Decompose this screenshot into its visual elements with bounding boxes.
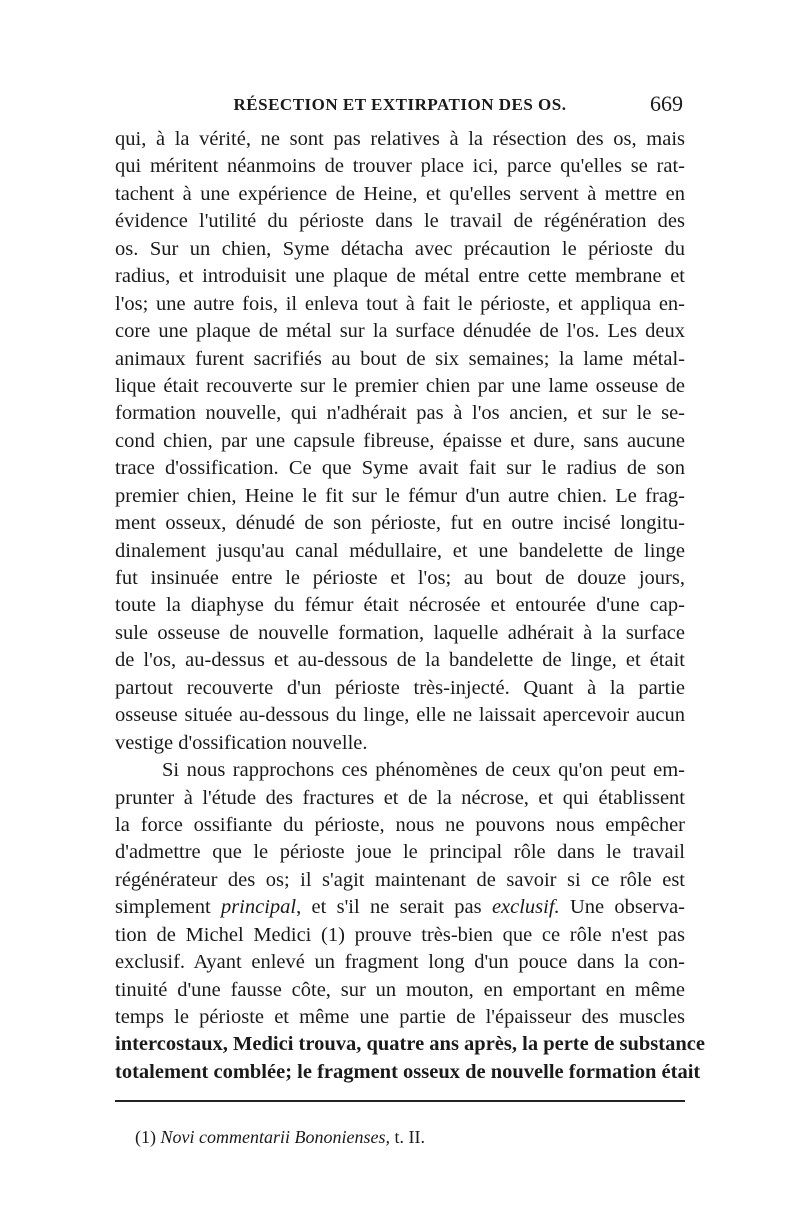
text-line: l'os; une autre fois, il enleva tout à fait le périoste, et appliqua en- — [115, 292, 685, 315]
italic-word: exclusif. — [491, 896, 560, 919]
text-line: évidence l'utilité du périoste dans le travail de régénération des — [115, 210, 685, 233]
text-line: toute la diaphyse du fémur était nécrosée et entourée d'une cap- — [115, 594, 685, 617]
text-line: régénérateur des os; il s'agit maintenant de savoir si ce rôle est — [115, 868, 685, 891]
text-line: ment osseux, dénudé de son périoste, fut en outre incisé longitu- — [115, 512, 685, 535]
text-line: intercostaux, Medici trouva, quatre ans après, la perte de substance — [115, 1033, 705, 1056]
text-line: dinalement jusqu'au canal médullaire, et une bandelette de linge — [115, 539, 685, 562]
footnote-volume: t. II. — [394, 1127, 425, 1147]
footnote — [135, 1125, 685, 1149]
text-line-paragraph-end: vestige d'ossification nouvelle. — [115, 731, 368, 754]
running-head — [115, 91, 685, 125]
body-text — [115, 126, 705, 1086]
line-segment: , et s'il ne serait pas — [296, 896, 492, 919]
text-line: qui, à la vérité, ne sont pas relatives à la résection des os, mais — [115, 128, 685, 150]
text-line: prunter à l'étude des fractures et de la nécrose, et qui établissent — [115, 786, 685, 809]
footnote-rule — [115, 1100, 685, 1102]
text-line: totalement comblée; le fragment osseux de nouvelle formation était — [115, 1060, 701, 1083]
text-line: lique était recouverte sur le premier chien par une lame osseuse de — [115, 374, 685, 397]
text-line: d'admettre que le périoste joue le principal rôle dans le travail — [115, 841, 685, 864]
line-segment: simplement — [115, 896, 221, 919]
text-line: tion de Michel Medici (1) prouve très-bien que ce rôle n'est pas — [115, 923, 685, 946]
text-line: formation nouvelle, qui n'adhérait pas à l'os ancien, et sur le se- — [115, 402, 685, 425]
text-line: de l'os, au-dessus et au-dessous de la bandelette de linge, et était — [115, 649, 685, 672]
italic-word: principal — [220, 896, 297, 919]
text-line: core une plaque de métal sur la surface dénudée de l'os. Les deux — [115, 320, 685, 343]
line-segment: Une observa- — [559, 896, 686, 919]
text-line: tinuité d'une fausse côte, sur un mouton, en emportant en même — [115, 978, 685, 1001]
page-number: 669 — [650, 91, 683, 116]
footnote-marker: (1) — [135, 1127, 156, 1147]
text-line: cond chien, par une capsule fibreuse, épaisse et dure, sans aucune — [115, 429, 685, 452]
text-line: la force ossifiante du périoste, nous ne pouvons nous empêcher — [115, 813, 685, 836]
text-line: premier chien, Heine le fit sur le fémur d'un autre chien. Le frag- — [115, 484, 685, 507]
text-line: partout recouverte d'un périoste très-injecté. Quant à la partie — [115, 676, 685, 699]
text-line: sule osseuse de nouvelle formation, laquelle adhérait à la surface — [115, 621, 685, 644]
text-line: qui méritent néanmoins de trouver place ici, parce qu'elles se rat- — [115, 155, 685, 178]
text-line-with-italics — [115, 894, 685, 921]
text-line: animaux furent sacrifiés au bout de six semaines; la lame métal- — [115, 347, 685, 370]
text-line: trace d'ossification. Ce que Syme avait fait sur le radius de son — [115, 457, 685, 480]
text-line: tachent à une expérience de Heine, et qu'elles servent à mettre en — [115, 182, 685, 205]
text-line-paragraph-start: Si nous rapprochons ces phénomènes de ceux qu'on peut em- — [162, 759, 685, 782]
text-line: radius, et introduisit une plaque de métal entre cette membrane et — [115, 265, 685, 288]
text-line: fut insinuée entre le périoste et l'os; au bout de douze jours, — [115, 567, 685, 589]
text-line: exclusif. Ayant enlevé un fragment long d'un pouce dans la con- — [115, 951, 685, 974]
running-title: RÉSECTION ET EXTIRPATION DES OS. — [233, 95, 567, 114]
footnote-title: Novi commentarii Bononienses, — [160, 1127, 390, 1147]
text-line: temps le périoste et même une partie de l'épaisseur des muscles — [115, 1006, 685, 1028]
text-line: os. Sur un chien, Syme détacha avec précaution le périoste du — [115, 237, 685, 260]
text-line: osseuse située au-dessous du linge, elle ne laissait apercevoir aucun — [115, 704, 685, 727]
